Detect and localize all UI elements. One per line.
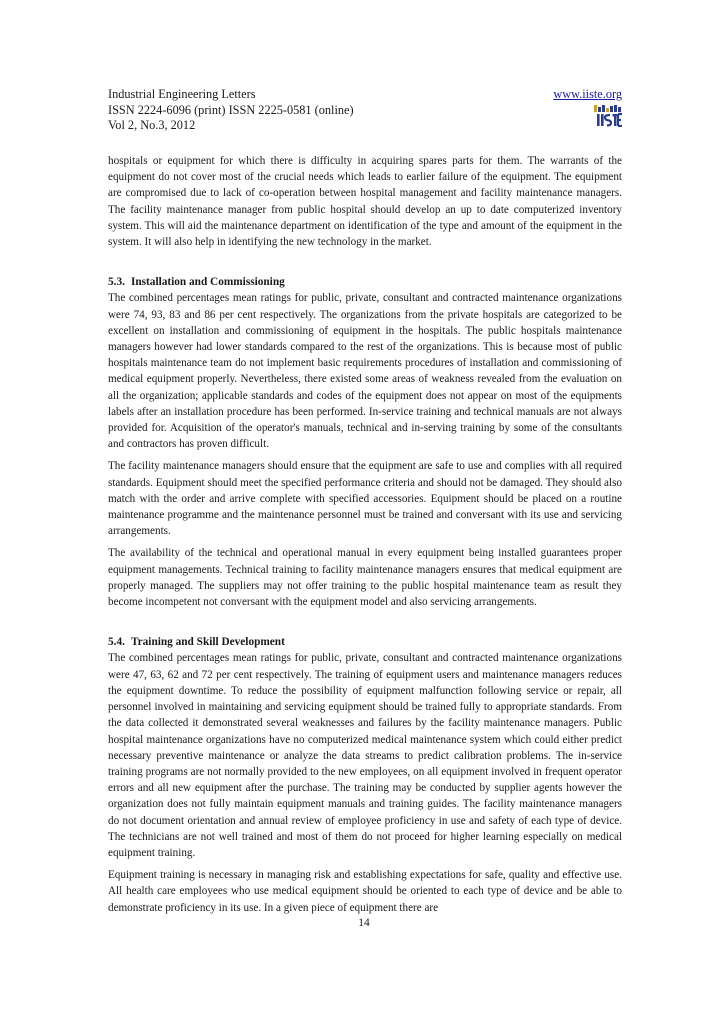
journal-url-link[interactable]: www.iiste.org: [553, 87, 622, 101]
section-number: 5.3.: [108, 276, 125, 289]
section-5-4-heading: [108, 634, 622, 650]
section-title: Installation and Commissioning: [130, 276, 285, 289]
journal-name: Industrial Engineering Letters: [108, 87, 256, 101]
issn-line: ISSN 2224-6096 (print) ISSN 2225-0581 (online): [108, 102, 354, 117]
paragraph: The availability of the technical and operational manual in every equipment being installed guarantees proper equipment managements. Technical training to facility maintenance managers ensures that medical equipment are properly managed. The suppliers may not offer training to the public hospital maintenance team as result they become incompetent not conversant with the equipment model and also servicing arrangements.: [108, 547, 622, 609]
section-number: 5.4.: [108, 636, 125, 649]
volume-line: Vol 2, No.3, 2012: [108, 118, 196, 132]
section-5-3-heading: [108, 274, 622, 290]
paragraph: Equipment training is necessary in managing risk and establishing expectations for safe, quality and effective use. All health care employees who use medical equipment should be oriented to each type of device and be able to demonstrate proficiency in its use. In a given piece of equipment there are: [108, 869, 622, 914]
paragraph: The combined percentages mean ratings for public, private, consultant and contracted maintenance organizations were 47, 63, 62 and 72 per cent respectively. The training of equipment users and maintenance managers reduces the equipment downtime. To reduce the possibility of equipment malfunction following service or repair, all personnel involved in maintaining and servicing equipment should be trained fully to appropriate standards. From the data collected it demonstrated several weaknesses and failures by the facility maintenance managers. Public hospital maintenance organizations have no computerized medical maintenance system which could either predict necessary preventive maintenance or analyze the data streams to predict calibration problems. The in-service training programs are not normally provided to the new employees, on all equipment involved in frequent operator errors and all new equipment after the purchase. The training may be conducted by supplier agents however the organization does not fully maintain equipment manuals and training guides. The facility maintenance managers do not document orientation and annual review of employee proficiency in use and safety of each type of device. The technicians are not well trained and most of them do not proceed for higher learning especially on medical equipment training.: [108, 652, 622, 859]
paragraph: The facility maintenance managers should ensure that the equipment are safe to use and complies with all required standards. Equipment should meet the specified performance criteria and should not be damaged. They should also match with the order and arrive complete with specified accessories. Equipment should be placed on a routine maintenance programme and the maintenance personnel must be trained and conversant with its use and servicing arrangements.: [108, 460, 622, 538]
article-body: [108, 153, 622, 922]
page-header: [108, 87, 622, 139]
page-number: 14: [358, 917, 370, 929]
iiste-logo: [594, 105, 622, 127]
intro-paragraph: hospitals or equipment for which there is difficulty in acquiring spares parts for them. The warrants of the equipment do not cover most of the crucial needs which leads to earlier failure of the equipment. The equipment are compromised due to lack of co-operation between hospital management and facility maintenance managers. The facility maintenance manager from public hospital should develop an up to date computerized inventory system. This will aid the maintenance department on identification of the type and amount of the equipment in the system. It will also help in identifying the new technology in the market.: [108, 155, 622, 249]
paragraph: The combined percentages mean ratings for public, private, consultant and contracted maintenance organizations were 74, 93, 83 and 86 per cent respectively. The organizations from the private hospitals are categorized to be excellent on installation and commissioning of equipment in the hospitals. The public hospitals maintenance managers however had lower standards compared to the rest of the organizations. This is because most of public hospitals maintenance team do not implement basic requirements procedures of installation and commissioning of medical equipment properly. Nevertheless, there existed some areas of weakness revealed from the evaluation on all the organization; applicable standards and codes of the equipment does not appear on most of the equipments labels after an installation procedure has been performed. In-service training and technical manuals are not always provided for. Acquisition of the operator's manuals, technical and in-serving training by some of the consultants and contractors has proven difficult.: [108, 292, 622, 451]
section-title: Training and Skill Development: [130, 636, 285, 649]
